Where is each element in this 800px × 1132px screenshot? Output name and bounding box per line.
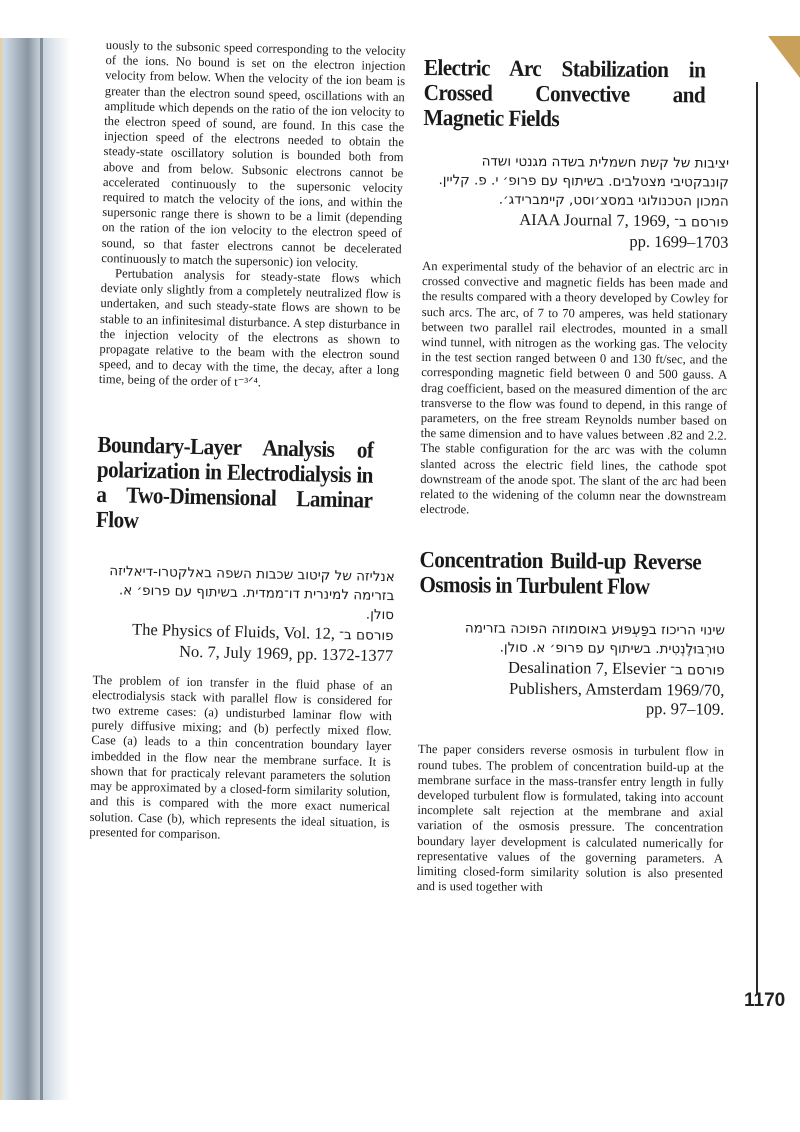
article-abstract: An experimental study of the behavior of an electric arc in crossed convective and magnetic fields has been made and the results compared with a theory developed by Cowley for such arcs. The arc, of 7 to 70 amperes, was held stationary between two parallel rail electrodes, mounted in a small wind tunnel, with nitrogen as the working gas. The velocity in the test section ranged between 0 and 130 ft/sec, and the corresponding magnetic field between 0 and 500 gauss. A drag coefficient, based on the measured dimention of the arc transverse to the flow was found to depend, in this range of parameters, on the free stream Reynolds number based on the same dimension and to have values between .82 and 2.2. The stable configuration for the arc was with the column slanted across the electric field lines, the cathode spot downstream of the anode spot. The slant of the arc had been related to the widening of the column near the downstream electrode.	[419, 258, 729, 517]
article-title: Concentration Build-up Reverse Osmosis in Turbulent Flow	[419, 547, 702, 600]
hebrew-summary: שינוי הריכוז בפַּעְפּוּע באוסמוזה הפוכה בזרימה טוּרְבּוּלֶנְטִית. בשיתוף עם פרופ׳ א. סולן.	[464, 620, 726, 659]
book-binding-shadow	[0, 38, 70, 1100]
page-number: 1170	[744, 990, 786, 1011]
citation-line-3: pp. 97–109.	[645, 699, 725, 720]
page-corner	[768, 36, 800, 78]
article-abstract: The paper considers reverse osmosis in turbulent flow in round tubes. The problem of concentration build-up at the membrane surface in the mass-transfer entry length in fully developed turbulent flow is formulated, taking into account incomplete salt rejection at the membrane and axial variation of the osmosis pressure. The concentration boundary layer development is calculated numerically for representative values of the governing parameters. A limiting closed-form similarity solution is also presented and is used together with	[416, 742, 724, 895]
citation	[93, 619, 394, 665]
citation-line-2: Publishers, Amsterdam 1969/70,	[508, 679, 725, 701]
citation	[422, 209, 728, 252]
citation-line-2: No. 7, July 1969, pp. 1372-1377	[178, 641, 394, 665]
citation-line-1: Desalination 7, Elsevier	[507, 658, 667, 679]
article-title: Boundary-Layer Analysis of polarization in Electrodialysis in a Two-Dimensional Laminar Flow	[95, 431, 374, 533]
citation-line-2: pp. 1699–1703	[629, 231, 729, 252]
citation	[418, 657, 725, 719]
continued-paragraph: Pertubation analysis for steady-state flows which deviate only slightly from a completely neutralized flow is undertaken, and such steady-state flows are shown to be stable to an infinitesimal disturbance. A step disturbance in the injection velocity of the electrons as shown to propagate relative to the beam with the electron sound speed, and to decay with the time, the decay, after a long time, being of the order of t⁻³ᐟ⁴.	[98, 266, 402, 390]
hebrew-summary: יציבות של קשת חשמלית בשדה מגנטי ושדה קונבקטיבי מצטלבים. בשיתוף עם פרופ׳ י. פ. קליין. המכון הטכנולוגי במסצ׳וסט, קיימברידג׳.	[438, 153, 730, 210]
right-column	[417, 55, 730, 897]
hebrew-summary: אנליזה של קיטוב שכבות השפה באלקטרו-דיאליזה בזרימה למינרית דו־ממדית. בשיתוף עם פרופ׳ א. סולן.	[109, 562, 395, 623]
column-rule	[756, 82, 758, 994]
article-abstract: The problem of ion transfer in the fluid phase of an electrodialysis stack with parallel flow is considered for two extreme cases: (a) undisturbed laminar flow with purely diffusive mixing; and (b) perfectly mixed flow. Case (a) leads to a thin concentration boundary layer imbedded in the flow near the membrane surface. It is shown that for practicaly relevant parameters the solution may be approximated by a closed-form similarity solution, and this is compared with the more exact numerical solution. Case (b), which represents the ideal situation, is presented for comparison.	[89, 672, 393, 842]
left-column	[89, 38, 406, 846]
citation-line-1: AIAA Journal 7, 1969,	[519, 209, 671, 231]
published-label: פורסם ב־	[338, 626, 394, 644]
published-label: פורסם ב־	[670, 662, 725, 680]
article-title: Electric Arc Stabilization in Crossed Convective and Magnetic Fields	[423, 55, 706, 132]
citation-line-1: The Physics of Fluids, Vol. 12,	[131, 619, 336, 643]
published-label: פורסם ב־	[674, 214, 729, 231]
continued-text: uously to the subsonic speed corresponding to the velocity of the ions. No bound is set on the electron injection velocity from below. When the velocity of the ion beam is greater than the electron sound speed, oscillations with an amplitude which depends on the ratio of the ion velocity to the electron speed of sound, are found. In this case the injection speed of the electrons needed to obtain the steady-state oscillatory solution is bounded both from above and from below. Subsonic electrons cannot be accelerated continuously to the supersonic velocity required to match the velocity of the ions, and within the supersonic range there is shown to be a limit (depending on the ration of the ion velocity to the electron speed of sound, so that faster electrons cannot be decelerated continuously to match the supersonic) ion velocity.	[101, 38, 406, 271]
binding-crease	[40, 38, 43, 1100]
